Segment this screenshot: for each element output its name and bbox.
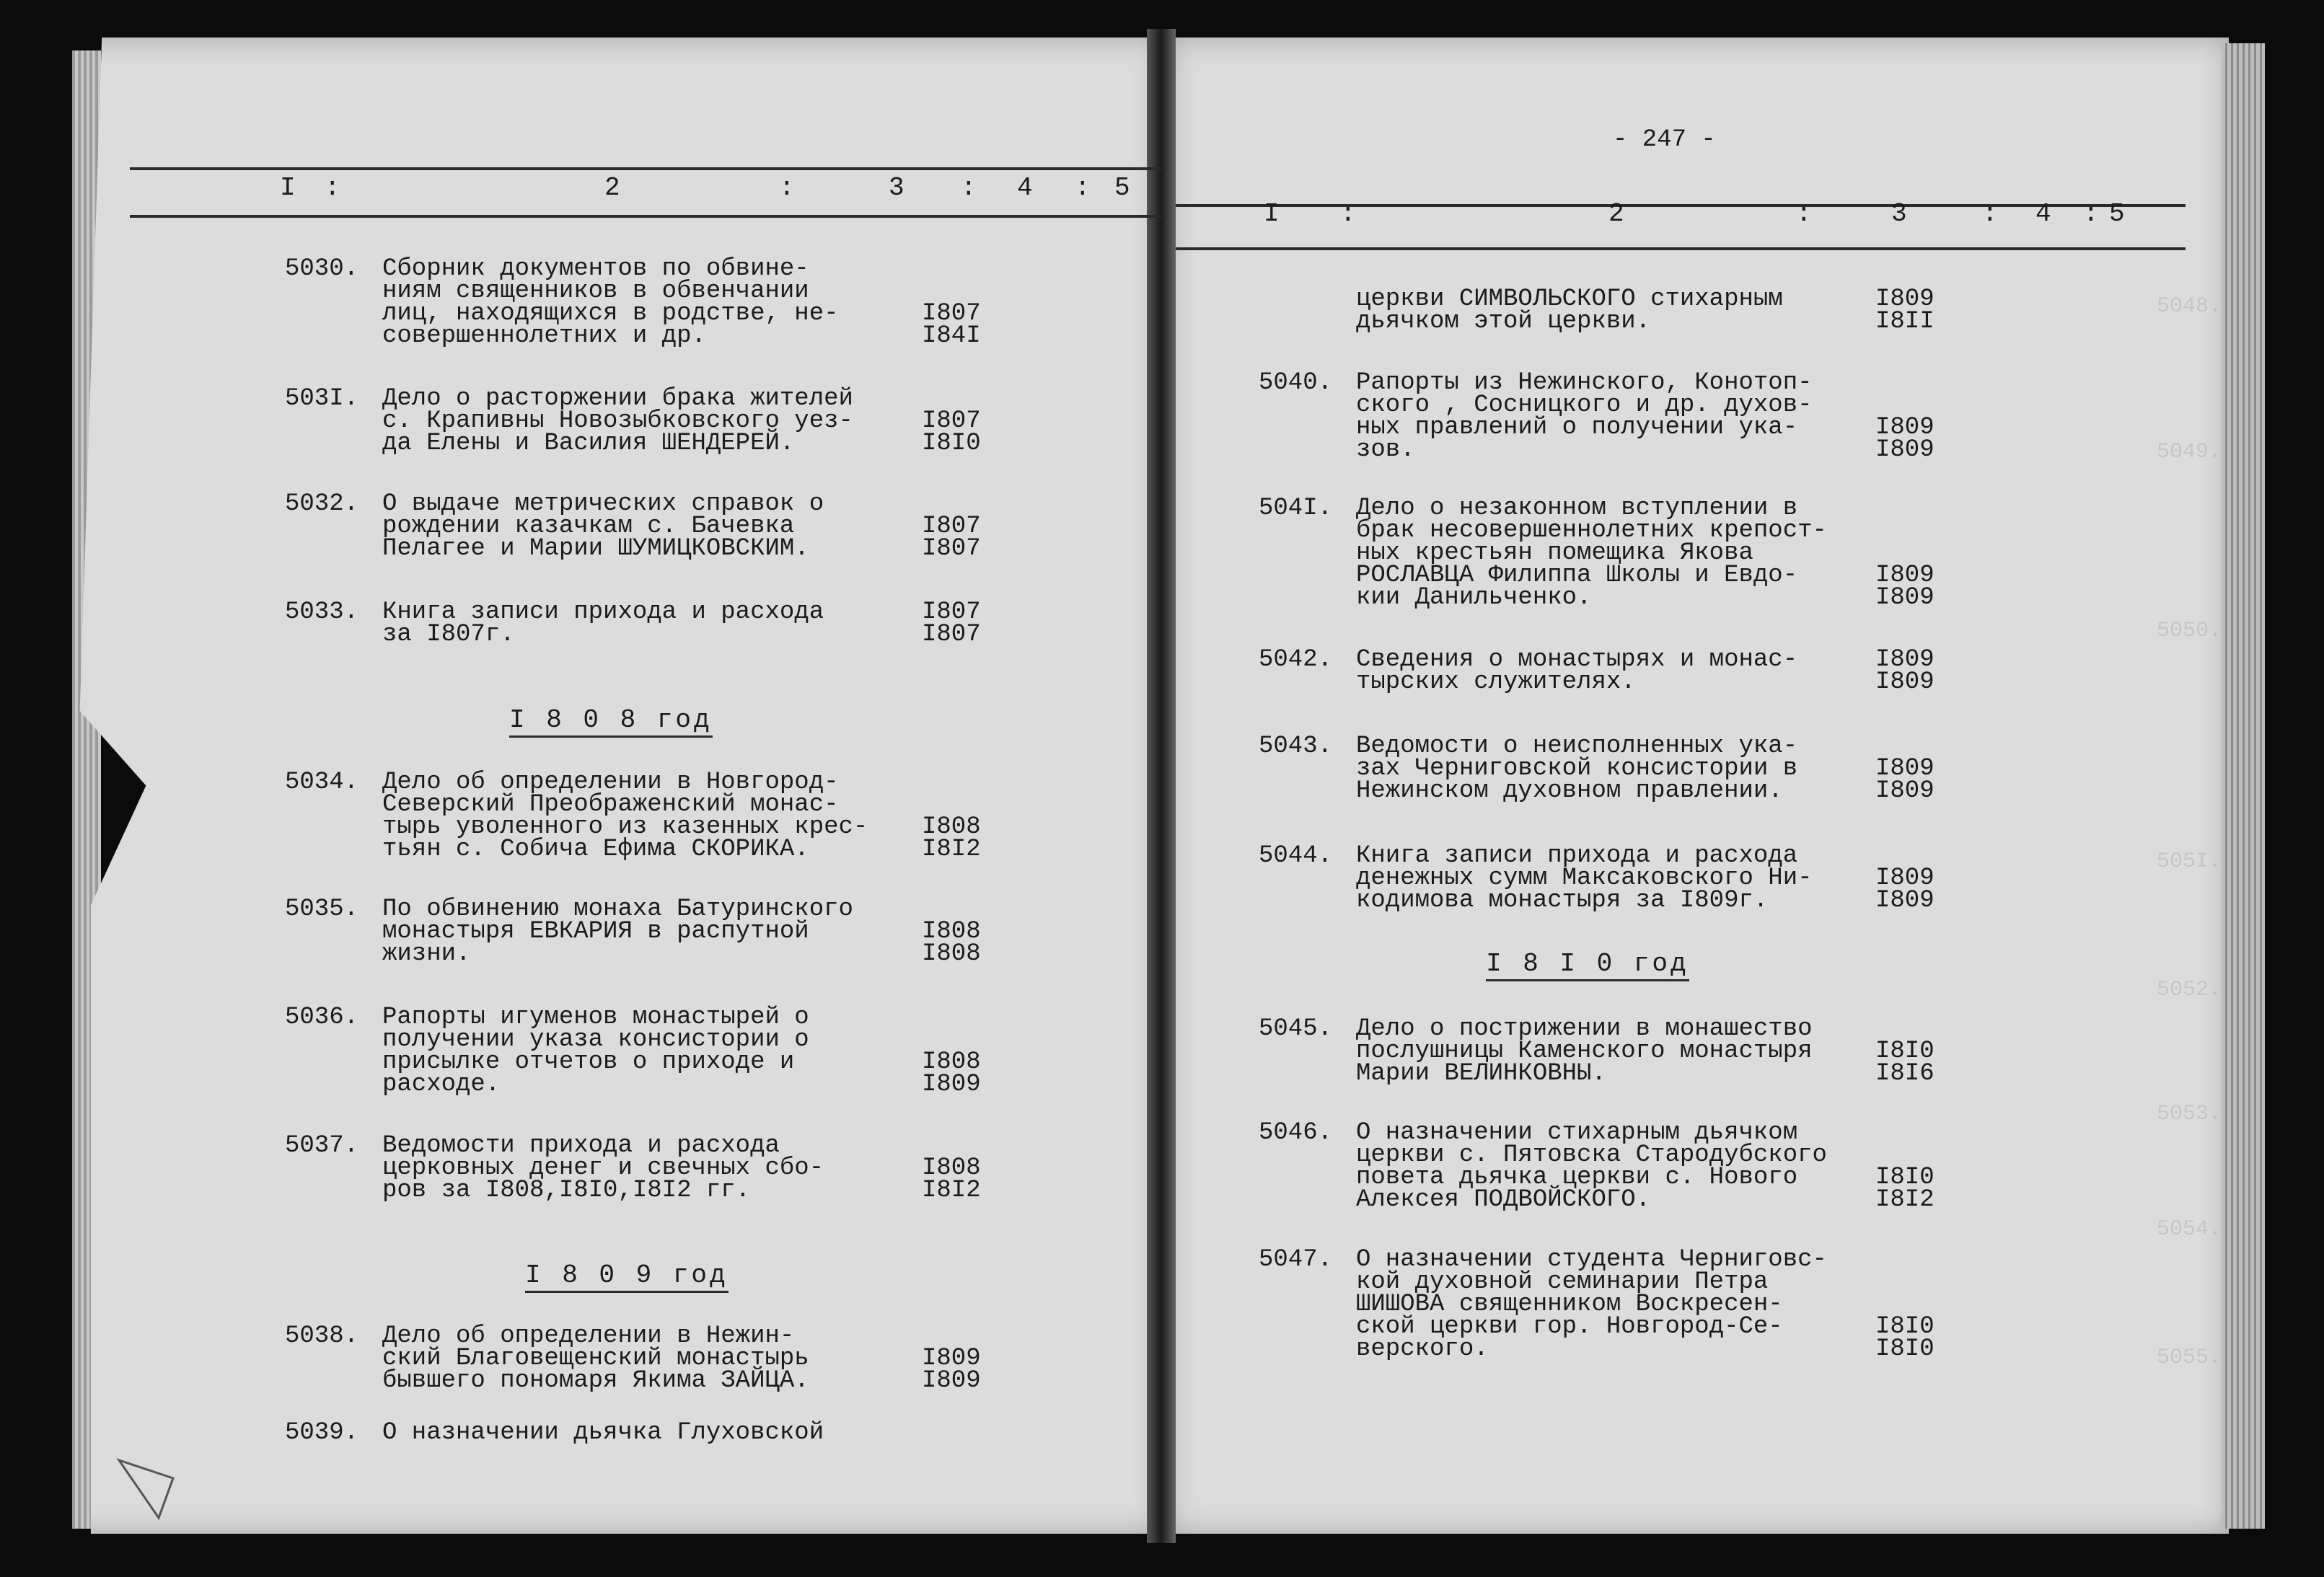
left-col-sep-3: : <box>961 173 978 203</box>
left-col-1: I <box>280 173 297 203</box>
entry-description: Ведомости о неисполненных ука- зах Черниговской консистории в Нежинском духовном правлении. <box>1356 733 1798 805</box>
ghost-num: 5049. <box>2157 440 2222 464</box>
entry-description: По обвинению монаха Батуринского монастыря ЕВКАРИЯ в распутной жизни. <box>382 896 853 968</box>
ghost-num: 5050. <box>2157 619 2222 643</box>
right-page-stack-edge <box>2222 43 2265 1529</box>
left-col-2: 2 <box>604 173 622 203</box>
right-col-2: 2 <box>1608 199 1626 229</box>
ghost-num: 5054. <box>2157 1217 2222 1242</box>
entry-year-start: I809 <box>1875 286 1935 313</box>
entry-number: 5032. <box>285 490 359 518</box>
entry-description: Дело о расторжении брака жителей с. Крапивны Новозыбковского уез- да Елены и Василия ШЕНДЕРЕЙ. <box>382 385 853 457</box>
entry-number: 5034. <box>285 769 359 796</box>
entry-year-start: I809 <box>1875 755 1935 782</box>
entry-description: Дело о незаконном вступлении в брак несовершеннолетних крепост- ных крестьян помещика Якова РОСЛАВЦА Филиппа Школы и Евдо- кии Данильченко. <box>1356 495 1827 611</box>
entry-description: Сборник документов по обвине- ниям священников в обвенчании лиц, находящихся в родстве, не- совершеннолетних и др. <box>382 255 839 350</box>
right-col-4: 4 <box>2035 199 2053 229</box>
entry-year-start: I809 <box>1875 562 1935 589</box>
entry-description: О назначении студента Черниговс- кой духовной семинарии Петра ШИШОВА священником Воскресен- ской церкви гор. Новгород-Се- верского. <box>1356 1246 1827 1363</box>
left-header-rule-top <box>130 167 1161 170</box>
entry-number: 504I. <box>1259 495 1333 522</box>
entry-number: 5040. <box>1259 369 1333 397</box>
right-page-number: - 247 - <box>1613 126 1716 154</box>
entry-number: 5047. <box>1259 1246 1333 1273</box>
entry-number: 5038. <box>285 1322 359 1350</box>
right-col-sep-1: : <box>1340 199 1357 229</box>
entry-description: Рапорты из Нежинского, Конотоп- ского , Сосницкого и др. духов- ных правлений о получении ука- зов. <box>1356 369 1813 464</box>
entry-year-start: I808 <box>922 813 981 841</box>
entry-description: О выдаче метрических справок о рождении казачкам с. Бачевка Пелагее и Марии ШУМИЦКОВСКИМ. <box>382 490 824 562</box>
page-corner-fold-icon <box>115 1457 180 1521</box>
entry-description: Книга записи прихода и расхода денежных сумм Максаковского Ни- кодимова монастыря за I809г. <box>1356 842 1813 914</box>
right-header-rule-top <box>1176 204 2186 207</box>
entry-number: 5033. <box>285 598 359 626</box>
entry-year-start: I807 <box>922 407 981 435</box>
right-col-1: I <box>1264 199 1281 229</box>
entry-year-start: I8I0 <box>1875 1313 1935 1340</box>
right-col-sep-4: : <box>2083 199 2100 229</box>
entry-number: 5037. <box>285 1132 359 1159</box>
entry-description: Рапорты игуменов монастырей о получении указа консистории о присылке отчетов о приходе и расходе. <box>382 1004 809 1098</box>
entry-number: 5043. <box>1259 733 1333 760</box>
left-col-4: 4 <box>1017 173 1034 203</box>
entry-year-start: I807 <box>922 300 981 327</box>
entry-year-start: I807 <box>922 513 981 540</box>
entry-year-end: I8I2 <box>922 1177 981 1204</box>
entry-year-start: I808 <box>922 1154 981 1182</box>
entry-number: 5035. <box>285 896 359 923</box>
entry-description: О назначении дьячка Глуховской <box>382 1419 824 1446</box>
ghost-num: 5055. <box>2157 1346 2222 1370</box>
ghost-num: 5052. <box>2157 978 2222 1002</box>
year-header-1810: I 8 I 0 год <box>1486 949 1689 981</box>
right-col-5: 5 <box>2109 199 2126 229</box>
left-col-sep-2: : <box>779 173 796 203</box>
entry-year-end: I84I <box>922 322 981 350</box>
entry-year-end: I8I6 <box>1875 1060 1935 1087</box>
left-col-5: 5 <box>1114 173 1132 203</box>
entry-number: 503I. <box>285 385 359 412</box>
entry-year-end: I807 <box>922 535 981 562</box>
right-col-sep-2: : <box>1796 199 1813 229</box>
entry-year-start: I809 <box>1875 646 1935 673</box>
entry-year-start: I807 <box>922 598 981 626</box>
entry-year-start: I809 <box>1875 414 1935 441</box>
entry-description: Дело о пострижении в монашество послушницы Каменского монастыря Марии ВЕЛИНКОВНЫ. <box>1356 1015 1813 1087</box>
entry-year-end: I808 <box>922 940 981 968</box>
entry-year-end: I809 <box>1875 584 1935 611</box>
entry-number: 5036. <box>285 1004 359 1031</box>
entry-year-end: I8I2 <box>922 836 981 863</box>
entry-year-start: I809 <box>1875 865 1935 892</box>
ghost-num: 5048. <box>2157 294 2222 319</box>
entry-year-end: I809 <box>922 1071 981 1098</box>
left-col-sep-1: : <box>325 173 342 203</box>
entry-number: 5030. <box>285 255 359 283</box>
entry-description: Сведения о монастырях и монас- тырских служителях. <box>1356 646 1798 696</box>
entry-description: церкви СИМВОЛЬСКОГО стихарным дьячком этой церкви. <box>1356 286 1783 335</box>
entry-year-end: I809 <box>922 1367 981 1395</box>
entry-year-end: I8II <box>1875 308 1935 335</box>
entry-year-end: I807 <box>922 621 981 648</box>
year-header-1809: I 8 0 9 год <box>525 1260 729 1293</box>
left-col-sep-4: : <box>1075 173 1092 203</box>
left-col-3: 3 <box>889 173 906 203</box>
entry-year-end: I809 <box>1875 777 1935 805</box>
entry-description: О назначении стихарным дьячком церкви с. Пятовска Стародубского повета дьячка церкви с. Нового Алексея ПОДВОЙСКОГО. <box>1356 1119 1827 1214</box>
entry-description: Дело об определении в Новгород- Северский Преображенский монас- тырь уволенного из казенных крес- тьян с. Собича Ефима СКОРИКА. <box>382 769 868 863</box>
right-header-rule-bottom <box>1176 247 2186 250</box>
entry-year-start: I808 <box>922 1048 981 1076</box>
entry-year-start: I8I0 <box>1875 1038 1935 1065</box>
entry-description: Дело об определении в Нежин- ский Благовещенский монастырь бывшего пономаря Якима ЗАЙЦА. <box>382 1322 809 1395</box>
entry-year-end: I8I0 <box>922 430 981 457</box>
entry-year-end: I809 <box>1875 887 1935 914</box>
book-spine <box>1147 29 1176 1543</box>
entry-description: Ведомости прихода и расхода церковных денег и свечных сбо- ров за I808,I8I0,I8I2 гг. <box>382 1132 824 1204</box>
entry-description: Книга записи прихода и расхода за I807г. <box>382 598 824 648</box>
right-col-sep-3: : <box>1982 199 1999 229</box>
entry-year-end: I809 <box>1875 436 1935 464</box>
left-header-rule-bottom <box>130 215 1161 218</box>
entry-year-end: I809 <box>1875 668 1935 696</box>
entry-year-start: I808 <box>922 918 981 945</box>
entry-year-end: I8I0 <box>1875 1335 1935 1363</box>
entry-year-end: I8I2 <box>1875 1186 1935 1214</box>
right-col-3: 3 <box>1891 199 1909 229</box>
entry-year-start: I809 <box>922 1345 981 1372</box>
ghost-num: 505I. <box>2157 849 2222 874</box>
entry-year-start: I8I0 <box>1875 1164 1935 1191</box>
entry-number: 5045. <box>1259 1015 1333 1043</box>
entry-number: 5046. <box>1259 1119 1333 1147</box>
ghost-num: 5053. <box>2157 1102 2222 1126</box>
entry-number: 5042. <box>1259 646 1333 673</box>
entry-number: 5039. <box>285 1419 359 1446</box>
year-header-1808: I 8 0 8 год <box>509 705 713 738</box>
entry-number: 5044. <box>1259 842 1333 870</box>
